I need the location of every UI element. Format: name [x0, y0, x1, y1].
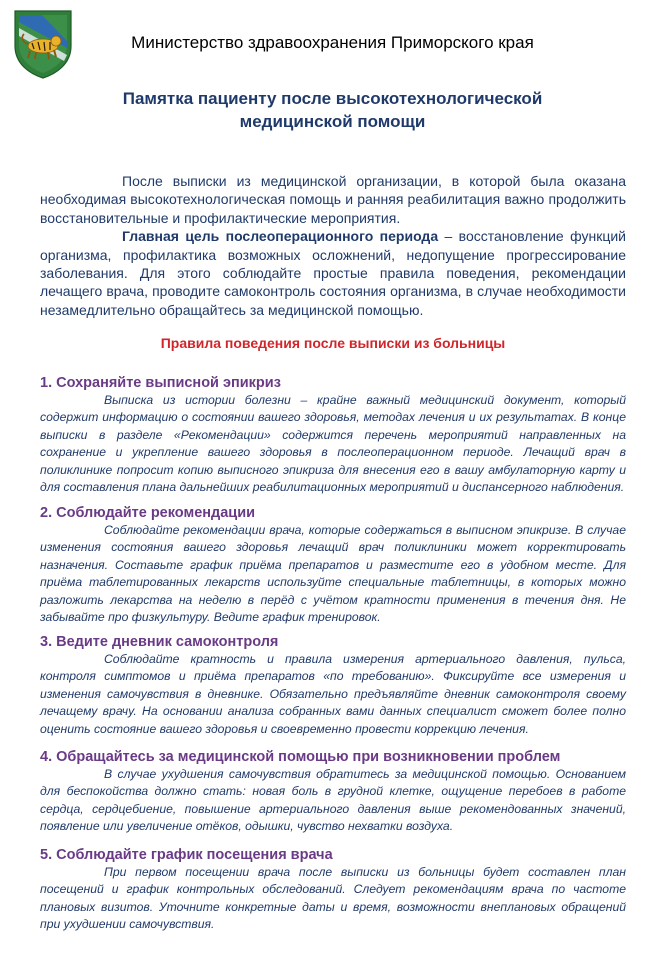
section-text: При первом посещении врача после выписки из больницы будет составлен план посещений и график контрольных обследований. Следует рекомендациям врача по частоте плановых визитов. Уточните конкретные даты и время, возможности внеплановых обращений при ухудшении самочувствия. — [40, 865, 626, 932]
intro-paragraph-1: После выписки из медицинской организации, в которой была оказана необходимая высокотехнологическая помощь и ранняя реабилитация важно продолжить восстановительные и профилактические мероприятия. — [40, 173, 626, 226]
section-visit-schedule — [40, 846, 626, 934]
section-heading: 3. Ведите дневник самоконтроля — [40, 634, 279, 650]
intro-goal-bold: Главная цель послеоперационного периода — [122, 228, 439, 245]
coat-of-arms-icon — [12, 8, 74, 80]
intro-text — [40, 172, 626, 319]
title-line-1: Памятка пациенту после высокотехнологической — [122, 89, 543, 108]
ministry-name: Министерство здравоохранения Приморского края — [131, 33, 534, 52]
rules-heading: Правила поведения после выписки из больницы — [160, 335, 506, 351]
section-heading: 5. Соблюдайте график посещения врача — [40, 847, 333, 863]
intro-goal-text: – восстановление функций организма, профилактика возможных осложнений, недопущение прогрессирование заболевания. Для этого соблюдайте простые правила поведения, рекомендации лечащего врача, проводите самоконтроль состояния организма, в случае необходимости незамедлительно обращайтесь за медицинской помощью. — [40, 228, 626, 318]
page-title — [60, 87, 605, 133]
section-recommendations — [40, 504, 626, 626]
section-heading: 4. Обращайтесь за медицинской помощью при возникновении проблем — [40, 749, 561, 765]
section-seek-medical-help — [40, 748, 626, 836]
section-heading: 2. Соблюдайте рекомендации — [40, 505, 256, 521]
section-text: В случае ухудшения самочувствия обратитесь за медицинской помощью. Основанием для беспокойства должно стать: новая боль в грудной клетке, ощущение перебоев в работе сердца, сердцебиение, повышение артериального давления выше рекомендованных значений, появление или увеличение отёков, одышки, чувство нехватки воздуха. — [40, 767, 626, 834]
title-line-2: медицинской помощи — [239, 112, 426, 131]
section-text: Соблюдайте кратность и правила измерения артериального давления, пульса, контроля симптомов и приёма препаратов «по требованию». Фиксируйте все измерения и изменения самочувствия в дневнике. Обязательно предъявляйте дневник самоконтроля своему лечащему врачу. На основании анализа собранных вами данных специалист сможет более полно оценить состояние вашего здоровья и своевременно провести коррекцию лечения. — [40, 652, 626, 736]
section-text: Соблюдайте рекомендации врача, которые содержаться в выписном эпикризе. В случае изменения состояния вашего здоровья лечащий врач поликлиники может корректировать назначения. Составьте график приёма препаратов и разместите его в удобном месте. Для приёма таблетированных лекарств используйте специальные таблетницы, в которых можно разложить лекарства на неделю в перёд с учётом кратности применения в течения дня. Не забывайте про физкультуру. Ведите график тренировок. — [40, 523, 626, 625]
section-heading: 1. Сохраняйте выписной эпикриз — [40, 375, 281, 391]
intro-paragraph-2 — [40, 227, 626, 319]
section-text: Выписка из истории болезни – крайне важный медицинский документ, который содержит информацию о состоянии вашего здоровья, методах лечения и их результатах. В конце выписки в разделе «Рекомендации» содержится перечень мероприятий направленных на сохранение и укрепление вашего здоровья в послеоперационном периоде. Лечащий врач в поликлинике попросит копию выписного эпикриза для внесения его в вашу амбулаторную карту и для составления плана дальнейших реабилитационных мероприятий и диспансерного наблюдения. — [40, 393, 626, 495]
section-discharge-summary — [40, 374, 626, 496]
section-self-control-diary — [40, 633, 626, 738]
